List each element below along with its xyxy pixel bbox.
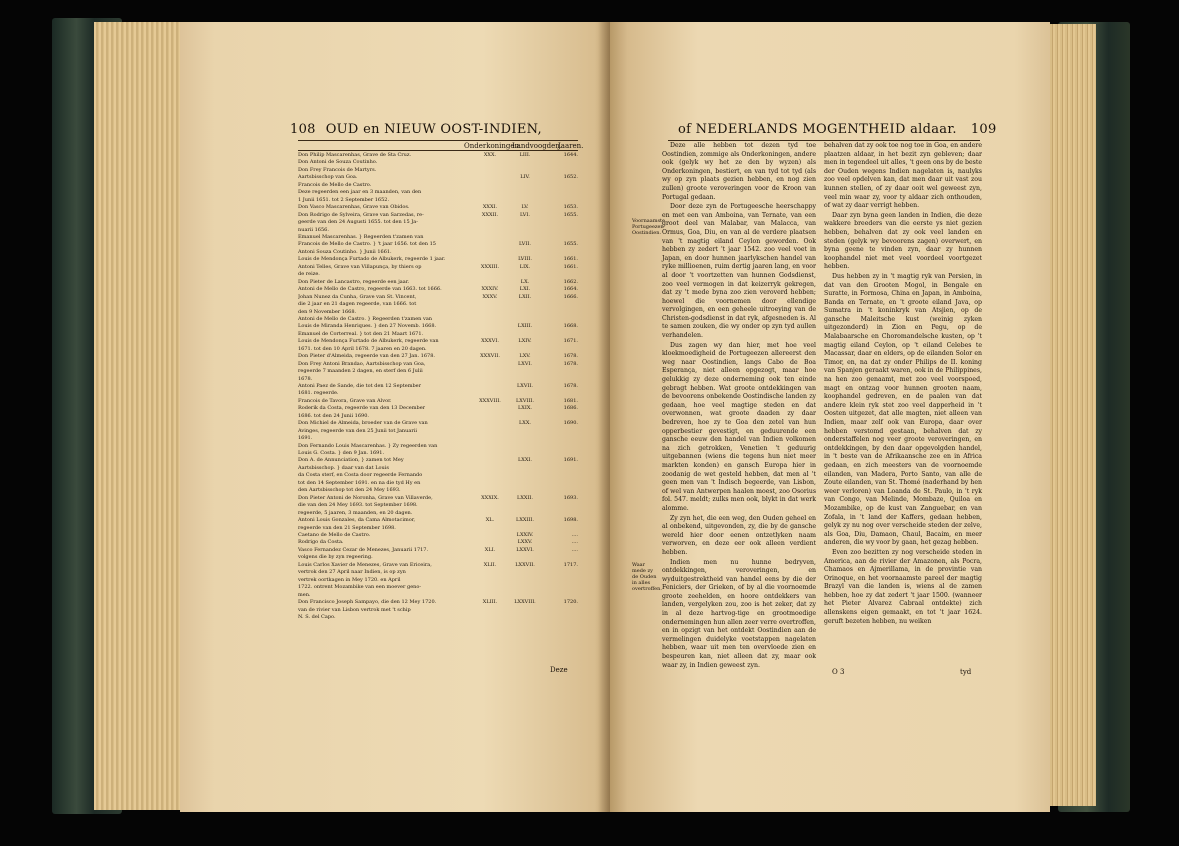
row-text: Rodrigo da Costa. bbox=[298, 539, 344, 546]
margin-note: Voornaamste Portugeezen Oostindien. bbox=[632, 218, 666, 236]
row-text: den 9 November 1668. bbox=[298, 308, 357, 315]
left-catchword: Deze bbox=[550, 666, 568, 674]
table-row bbox=[298, 264, 578, 271]
right-page-number: 109 bbox=[970, 122, 997, 137]
row-landvoogd-number: LIX. bbox=[519, 263, 531, 270]
row-landvoogd-number: LXXVIII. bbox=[514, 599, 536, 605]
row-landvoogd-number: LXXI. bbox=[517, 457, 532, 464]
row-onderkoning-number: XXXVI. bbox=[481, 338, 499, 345]
text-column-1 bbox=[662, 142, 816, 670]
row-text: Emanuel de Corterreal. } tot den 21 Maart 1671. bbox=[298, 330, 424, 337]
table-row bbox=[298, 413, 578, 420]
right-running-head bbox=[678, 122, 997, 137]
table-row bbox=[298, 152, 578, 159]
row-text: Francois de Mello de Castro. bbox=[298, 181, 372, 188]
row-year: 1698. bbox=[563, 517, 578, 524]
row-text: Caetano de Mello de Castro. bbox=[298, 531, 371, 538]
row-year: 1644. bbox=[563, 152, 578, 158]
row-landvoogd-number: LXXVII. bbox=[515, 561, 535, 568]
row-text: Don Vasco Mascarenhas, Grave van Obidos. bbox=[298, 204, 410, 211]
table-row bbox=[298, 197, 578, 204]
table-row bbox=[298, 376, 578, 383]
row-text: nuarii 1656. bbox=[298, 226, 329, 233]
row-landvoogd-number: LXI. bbox=[519, 286, 531, 293]
row-onderkoning-number: XXXI. bbox=[482, 204, 498, 211]
row-year: 1686. bbox=[563, 405, 578, 412]
row-text: Aartsbisschop. } daar van dat Louis bbox=[298, 464, 389, 471]
table-row bbox=[298, 361, 578, 368]
row-landvoogd-number: LXIII. bbox=[517, 323, 533, 330]
row-landvoogd-number: LIII. bbox=[519, 152, 531, 158]
row-text: da Costa sterf, en Costa door regeerde Fernando bbox=[298, 472, 423, 479]
row-text: Don Rodrigo de Sylveira, Grave van Sarzedas, re- bbox=[298, 211, 424, 218]
table-row bbox=[298, 495, 578, 502]
table-row bbox=[298, 338, 578, 345]
table-row bbox=[298, 532, 578, 539]
left-page-number: 108 bbox=[290, 122, 316, 137]
table-row bbox=[298, 159, 578, 166]
left-running-head bbox=[290, 122, 542, 137]
row-text: Antoni Paez de Sande, die tot den 12 September bbox=[298, 383, 422, 389]
row-landvoogd-number: LXV. bbox=[519, 353, 531, 360]
table-row bbox=[298, 525, 578, 532]
row-text: tot den 14 September 1691. en na die tyd Hy en bbox=[298, 479, 421, 486]
right-page bbox=[610, 22, 1050, 812]
signature-mark: O 3 bbox=[832, 668, 845, 676]
table-row bbox=[298, 182, 578, 189]
row-landvoogd-number: LVI. bbox=[520, 211, 530, 218]
row-text: Johan Nunez da Cunha, Grave van St. Vincent, bbox=[298, 293, 417, 300]
table-row bbox=[298, 435, 578, 442]
row-text: Louis de Miranda Henriques. } den 27 Novemb. 1668. bbox=[298, 323, 437, 330]
col-header-jaaren: Jaaren. bbox=[558, 142, 584, 150]
table-row bbox=[298, 450, 578, 457]
row-onderkoning-number: XXXV. bbox=[482, 293, 498, 300]
right-catchword: tyd bbox=[960, 668, 972, 676]
table-row bbox=[298, 353, 578, 360]
header-rule-right bbox=[668, 140, 980, 141]
row-year: 1671. bbox=[563, 338, 578, 345]
row-text: Louis de Mendonça Furtado de Albukerk, regeerde van bbox=[298, 338, 439, 345]
paragraph: Zy zyn het, die een weg, den Ouden geheel en al onbekend, uitgevonden, zy, die by de gansche wereld hier door eenen ontzetlyken naam verworven, en deze eer ook alleen verdient hebben. bbox=[662, 514, 816, 556]
row-text: Don Frey Antoni Brandao, Aartsbisschop van Goa, bbox=[298, 360, 426, 367]
table-row bbox=[298, 428, 578, 435]
row-landvoogd-number: LXXIV. bbox=[516, 531, 534, 538]
paragraph: Even zoo bezitten zy nog verscheide steden in America, aan de rivier der Amazonen, als Pocra, Chamaos en Ajmerillama, in de provintie van Orinoque, en het voornaamste pareel der magtig Brazyl van die landen is, wiens al de zamen hebben, hoe zy dat zedert 't jaar 1500. (wanneer het Pieter Alvarez Cabraal ontdekte) zich allenskens eigen gemaakt, en tot 't jaar 1624. geruft bezeten hebben, nu weiken bbox=[824, 548, 982, 625]
row-year: 1662. bbox=[563, 278, 578, 285]
row-text: Don Frey Francois de Martyrs. bbox=[298, 166, 377, 173]
row-year: 1653. bbox=[563, 204, 578, 211]
row-text: Don Pieter de Lancastro, regeerde een jaar. bbox=[298, 278, 410, 285]
row-text: Louis G. Costa. } den 9 Jan. 1691. bbox=[298, 450, 385, 456]
row-text: Francois de Mello de Castro. } 't jaar 1656. tot den 15 bbox=[298, 241, 436, 248]
table-row bbox=[298, 204, 578, 211]
row-onderkoning-number: XXXII. bbox=[481, 211, 499, 218]
row-text: die van den 24 Mey 1693. tot September 1698. bbox=[298, 502, 418, 509]
row-onderkoning-number: XXXIX. bbox=[481, 494, 499, 501]
row-year: 1664. bbox=[563, 286, 578, 293]
row-landvoogd-number: LXIX. bbox=[517, 405, 532, 412]
row-text: vertrek oortkagen in Mey 1720. en April bbox=[298, 576, 401, 583]
row-onderkoning-number: XLII. bbox=[483, 561, 497, 568]
table-row bbox=[298, 167, 578, 174]
table-row bbox=[298, 301, 578, 308]
row-onderkoning-number: XXXIII. bbox=[480, 263, 500, 270]
table-row bbox=[298, 554, 578, 561]
row-text: den Aartsbisschop tot den 24 Mey 1693. bbox=[298, 487, 401, 494]
row-landvoogd-number: LXXV. bbox=[517, 539, 533, 546]
table-row bbox=[298, 517, 578, 524]
row-text: men. bbox=[298, 591, 311, 598]
table-row bbox=[298, 174, 578, 181]
margin-note: Waar mede zy de Ouden in alles overtroffen. bbox=[632, 562, 662, 592]
table-row bbox=[298, 279, 578, 286]
left-page bbox=[180, 22, 612, 812]
table-row bbox=[298, 599, 578, 606]
row-text: 1 Junii 1651. tot 2 September 1652. bbox=[298, 196, 390, 203]
row-text: 1691. bbox=[298, 435, 313, 442]
row-text: regeerde, 5 jaaren, 3 maanden, en 20 dagen. bbox=[298, 509, 413, 516]
table-row bbox=[298, 309, 578, 316]
table-row bbox=[298, 472, 578, 479]
table-row bbox=[298, 219, 578, 226]
row-text: Emanuel Mascarenhas. } Regeerden t'zamen van bbox=[298, 233, 424, 240]
row-text: Louis de Mendonça Furtado de Albukerk, regeerde 1 jaar. bbox=[298, 256, 446, 263]
row-text: Deze regeerden een jaar en 3 maanden, van den bbox=[298, 189, 422, 196]
row-year: 1678. bbox=[563, 383, 578, 389]
row-text: vertrok den 27 April naar Indien, is op zyn bbox=[298, 569, 406, 576]
row-text: Vasco Fernandez Cezar de Menezes, Januarii 1717. bbox=[298, 546, 429, 553]
row-text: Antoni Telles, Grave van Villapunça, by thiers op bbox=[298, 263, 422, 270]
page-edges-left bbox=[94, 22, 190, 810]
row-landvoogd-number: LXVII. bbox=[516, 383, 534, 389]
row-text: Don Philip Mascarenhas, Grave de Sta Cruz. bbox=[298, 152, 412, 158]
row-text: regeerde 7 maanden 2 dagen, en sterf den 6 Julii bbox=[298, 368, 423, 375]
paragraph: Dus hebben zy in 't magtig ryk van Persien, in dat van den Grooten Mogol, in Bengale en Suratte, in Formosa, China en Japan, in Amboina, Banda en Ternate, en 't groote eiland Java, op Sumatra in 't koninkryk van Atsjien, op de gansche Maleitsche kust (weinig zyken uitgezonderd) in Zion en Pegu, op de Malabaarsche en Choromandelsche kusten, op 't magtig eiland Ceylon, op 't eiland Celebes te Macassar, daar en elders, op de eilanden Solor en Timor, en, na dat zy onder Philips de II. koning van Spanjen geraakt waren, ook in de Philippines, na hen zoo genaamt, met zoo veel voorspoed, magt en ontzag voor hunnen grooten naam, koophandel gedreven, en de paalen van dat andere klein ryk stet zoo veel dapperheid in 't Oosten uitgezet, dat alle magten, niet alleen van Indien, maar zelf ook van Europa, daar over hebben verstomd gestaan, behalven dat zy onderstaffelen nog veer groote veroveringen, en ontdekkingen, by den daar opgevolgden handel, in 't beste van de Afrikaansche zee en in Africa gedaan, en zich meesters van de voornoemde eilanden, van Madera, Porto Santo, van alle de Zoute eilanden, van St. Thomé (naderhand by hen weer verloren) van Loanda de St. Paulo, in 't ryk van Congo, van Melinde, Mombaze, Quiloa en Mozambike, op de kust van Zanguebar, en van Zofala, in 't land der Kaffers, gedaan hebben, gelyk zy nu nog over verscheide steden der zelve, als Goa, Diu, Damaon, Chaul, Bacaim, en meer anderen, die wy voor by gaan, het gezag hebben. bbox=[824, 272, 982, 547]
table-row bbox=[298, 346, 578, 353]
paragraph: Door deze zyn de Portugeesche heerschappy en met een van Amboina, van Ternate, van een groot deel van Malabar, van Malacca, van Ormus, Goa, Diu, en van al de verdere plaatsen van 't magtig eiland Ceylon geworden. Ook hebben zy zedert 't jaar 1542. zoo veel voet in Japan, en door hunnen jaarlykschen handel van ryke millioenen, ruim dertig jaaren lang, en voor al door 't voortzetten van hunnen Godsdienst, zoo veel vermogen in dat keizerryk gekregen, dat zy 't mede byna zoo zien veroverd hebben; hoewel die voornemen door ellendige vervolgingen, en een geheele uitroeying van de Christen-godsdienst in dat ryk, afgesneden is. Al te samen zouken, die wy onder op zyn tyd aullen verhandelen. bbox=[662, 203, 816, 340]
row-text: N. S. del Capo. bbox=[298, 613, 336, 620]
row-text: Don Antoni de Souza Coutinho. bbox=[298, 159, 378, 166]
row-onderkoning-number: XXX. bbox=[483, 152, 497, 158]
row-landvoogd-number: LXVIII. bbox=[515, 397, 534, 404]
text-column-2 bbox=[824, 142, 982, 626]
row-landvoogd-number: LX. bbox=[520, 278, 530, 285]
row-onderkoning-number: XXXIV. bbox=[481, 286, 499, 293]
row-text: Don Francisco Joseph Sampayo, die den 12 Mey 1720. bbox=[298, 599, 437, 605]
row-text: Don A. de Annunciation, } zamen tot Mey bbox=[298, 457, 404, 464]
table-row bbox=[298, 562, 578, 569]
row-landvoogd-number: LXXIII. bbox=[516, 517, 534, 524]
row-text: Don Pieter Antoni de Noronha, Grave van Villaverde, bbox=[298, 494, 433, 501]
col-header-landvoogden: Landvoogden. bbox=[512, 142, 563, 150]
row-onderkoning-number: XXXVIII. bbox=[479, 397, 501, 404]
table-row bbox=[298, 390, 578, 397]
table-row bbox=[298, 241, 578, 248]
table-row bbox=[298, 443, 578, 450]
table-row bbox=[298, 510, 578, 517]
table-row bbox=[298, 286, 578, 293]
table-row bbox=[298, 294, 578, 301]
row-year: 1678. bbox=[563, 360, 578, 367]
row-year: .... bbox=[571, 531, 578, 538]
row-year: 1668. bbox=[563, 323, 578, 330]
row-text: Antoni Souza Coutinho. } Junii 1661. bbox=[298, 248, 392, 255]
row-text: die 2 jaar en 21 dagen regeerde, van 1666. tot bbox=[298, 301, 417, 307]
table-row bbox=[298, 584, 578, 591]
row-onderkoning-number: XLIII. bbox=[482, 599, 498, 605]
row-onderkoning-number: XL. bbox=[485, 517, 495, 524]
table-row bbox=[298, 227, 578, 234]
table-row bbox=[298, 331, 578, 338]
row-text: Antoni de Mello de Castro. } Regeerden t'zamen van bbox=[298, 315, 433, 322]
paragraph: Dus zagen wy dan hier, met hoe veel kloekmoedigheid de Portugeezen allereerst den weg naar Oostindien, langs Cabo de Boa Esperança, niet alleen opgezogt, maar hoe gelukkig zy deze onderneming ook ten einde gebragt hebben. Wat groote ontdekkingen van de bevoorens onbekende Oostindische landen zy gedaan, hoe veel magtige steden en dat overwonnen, wat groote daaden zy daar bedreven, hoe zy te Goa den zetel van hun opperbestier gevestigt, en geduurende een gansche eeuw den handel van Indien volkomen na zich getrokken, Venetien 't geduurig uitgebannen (wiens die tegens hun niet meer markten konden) en gansch Europa hier in zoodanig de wet gesteld hebben, dat men al 't geen men van 't Indisch begeerde, van Lisbon, of wel van Antwerpen haalen moest, zoo Osorius fol. 547. meldt; zulks men ook, blykt in dat werk alomme. bbox=[662, 341, 816, 512]
table-row bbox=[298, 577, 578, 584]
row-year: 1690. bbox=[563, 420, 578, 427]
row-year: 1661. bbox=[563, 263, 578, 270]
header-rule-lower bbox=[298, 150, 578, 151]
row-year: 1655. bbox=[563, 211, 578, 218]
row-text: Avinges, regeerde van den 25 Junii tot Januarii bbox=[298, 427, 417, 434]
row-year: 1661. bbox=[563, 256, 578, 263]
row-text: volgens die by zyn regeering. bbox=[298, 554, 373, 561]
row-year: 1717. bbox=[563, 561, 578, 568]
table-row bbox=[298, 271, 578, 278]
header-rule bbox=[298, 140, 578, 141]
row-year: .... bbox=[571, 539, 578, 546]
row-text: Don Michiel de Almeida, broeder van de Grave van bbox=[298, 420, 428, 427]
row-year: 1681. bbox=[563, 397, 578, 404]
row-text: Roderik da Costa, regeerde van den 13 December bbox=[298, 405, 426, 412]
table-row bbox=[298, 383, 578, 390]
table-row bbox=[298, 614, 578, 621]
row-year: 1655. bbox=[563, 241, 578, 248]
paragraph: Indien men nu hunne bedryven, ontdekkingen, veroveringen, en wyduitgestrektheid van handel eens by die der Feniciers, der Grieken, of by al die voornoemde groote zeehelden, en hoore ontdekkers van landen, vergelyken zou, zoo is het zeker, dat zy in al deze hartvog-tige en grootmoedige ondernemingen hun allen zeer verre overtroffen, en in opzigt van het ontdekt Oostindien aan de vermelingen duidelyke voetstappen nagelaten hebben, waar uit men ten overvloede zien en bespeuren kan, niet alleen dat zy, maar ook waar zy, in Indien geweest zyn. bbox=[662, 558, 816, 669]
row-landvoogd-number: LXXII. bbox=[517, 494, 533, 501]
table-row bbox=[298, 368, 578, 375]
row-text: van de rivier van Lisbon vertrok met 't schip bbox=[298, 606, 411, 613]
table-row bbox=[298, 189, 578, 196]
right-page-title: of NEDERLANDS MOGENTHEID aldaar. bbox=[678, 122, 957, 137]
table-row bbox=[298, 502, 578, 509]
row-text: de reize. bbox=[298, 271, 320, 278]
table-row bbox=[298, 212, 578, 219]
table-row bbox=[298, 256, 578, 263]
row-year: 1652. bbox=[563, 174, 578, 181]
row-text: 1671. tot den 10 April 1678. 7 jaaren en 20 dagen. bbox=[298, 345, 427, 352]
row-onderkoning-number: XXXVII. bbox=[480, 353, 500, 360]
row-text: geerde van den 24 Augusti 1655. tot den 15 Ja- bbox=[298, 219, 418, 226]
row-year: 1691. bbox=[563, 457, 578, 464]
row-landvoogd-number: LV. bbox=[521, 204, 529, 211]
table-row bbox=[298, 480, 578, 487]
row-text: Aartsbisschop van Goa. bbox=[298, 174, 358, 181]
row-text: 1678. bbox=[298, 375, 313, 382]
row-text: Don Fernando Louis Mascarenhas. } Zy regeerden van bbox=[298, 442, 438, 449]
table-row bbox=[298, 487, 578, 494]
table-row bbox=[298, 316, 578, 323]
table-row bbox=[298, 592, 578, 599]
row-year: 1678. bbox=[563, 353, 578, 360]
table-row bbox=[298, 405, 578, 412]
row-text: Louis Carlos Xavier de Menezes, Grave van Ericeira, bbox=[298, 561, 432, 568]
table-row bbox=[298, 457, 578, 464]
row-onderkoning-number: XLI. bbox=[484, 546, 496, 553]
table-row bbox=[298, 465, 578, 472]
paragraph: Deze alle hebben tot dezen tyd toe Oostindien, zommige als Onderkoningen, andere ook (gelyk wy het ze den by wyzen) als Onderkoningen, bestiert, en van tyd tot tyd (als wy op zyn plaats gezien hebben, en nog zien zullen) groote veroveringen voor de Kroon van Portugal gedaan. bbox=[662, 142, 816, 201]
table-row bbox=[298, 398, 578, 405]
table-row bbox=[298, 234, 578, 241]
row-landvoogd-number: LXX. bbox=[518, 420, 532, 427]
row-text: Francois de Tavora, Grave van Alvor. bbox=[298, 397, 392, 404]
row-year: 1693. bbox=[563, 494, 578, 501]
row-landvoogd-number: LIV. bbox=[520, 174, 530, 181]
row-text: Don Pieter d'Almeida, regeerde van den 27 Jan. 1678. bbox=[298, 353, 435, 360]
row-year: .... bbox=[571, 546, 578, 553]
paragraph: behalven dat zy ook toe nog toe in Goa, en andere plaatzen aldaar, in het bezit zyn gebleven; daar men in tegendeel uit alles, 't geen ons by de beste der Ouden wegens Indien nagelaten is, naulyks zoo veel opdelven kan, dat men daar uit vast zou kunnen stellen, of zy daar ooit wel geweest zyn, veel min waar zy, voor ty aldaar zich onthouden, of wat zy daar verrigt hebben. bbox=[824, 142, 982, 210]
row-landvoogd-number: LXVI. bbox=[517, 360, 533, 367]
table-row bbox=[298, 323, 578, 330]
table-row bbox=[298, 569, 578, 576]
row-year: 1720. bbox=[563, 599, 578, 605]
table-row bbox=[298, 607, 578, 614]
row-text: 1681. regeerde. bbox=[298, 390, 339, 397]
col-header-onderkoningen: Onderkoningen. bbox=[464, 142, 522, 150]
row-year: 1666. bbox=[563, 293, 578, 300]
table-row bbox=[298, 547, 578, 554]
left-page-title: OUD en NIEUW OOST-INDIEN, bbox=[325, 122, 542, 137]
row-text: regeerde van den 21 September 1698. bbox=[298, 524, 396, 531]
row-text: Antoni de Mello de Castro, regeerde van 1663. tot 1666. bbox=[298, 286, 442, 293]
table-row bbox=[298, 539, 578, 546]
row-landvoogd-number: LVIII. bbox=[518, 256, 532, 263]
table-row bbox=[298, 249, 578, 256]
row-text: Antoni Louis Gonzales, da Cama Almotacimor, bbox=[298, 517, 416, 524]
row-text: 1686. tot den 24 Junii 1690. bbox=[298, 412, 369, 419]
row-landvoogd-number: LXIV. bbox=[518, 338, 532, 345]
row-text: 1722. ontrent Mozambike van een moever geno- bbox=[298, 584, 422, 591]
row-landvoogd-number: LXII. bbox=[518, 293, 532, 300]
row-landvoogd-number: LVII. bbox=[519, 241, 531, 248]
row-landvoogd-number: LXXVI. bbox=[516, 546, 534, 553]
table-row bbox=[298, 420, 578, 427]
paragraph: Daar zyn byna geen landen in Indien, die deze wakkere breeders van die eerste ys niet gezien hebben, behalven dat zy ook veel landen en steden (gelyk wy bevoorens zagen) overwert, en byna geene te vinden zyn, daar zy hunnen koophandel niet met veel voordeel voortgezet hebben. bbox=[824, 211, 982, 271]
